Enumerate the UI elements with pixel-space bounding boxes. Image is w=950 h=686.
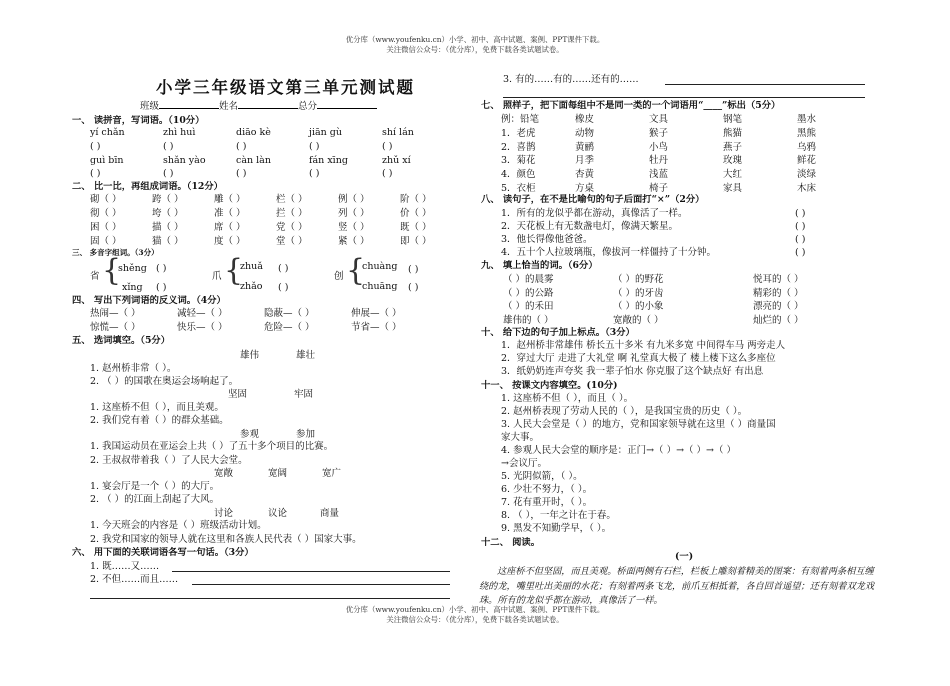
- page-title: 小学三年级语文第三单元测试题: [156, 78, 415, 97]
- word[interactable]: 燕子: [723, 141, 743, 153]
- word-item[interactable]: 栏（ ）: [276, 194, 308, 205]
- pinyin: fán xīng: [309, 155, 348, 166]
- answer-box[interactable]: ( ): [795, 247, 806, 258]
- sentence: 2. （ ）的江面上刮起了大风。: [90, 494, 220, 505]
- word-item[interactable]: 党（ ）: [276, 222, 308, 233]
- brace-icon: {: [102, 253, 122, 288]
- antonym-item[interactable]: 惊慌—（ ）: [90, 322, 141, 333]
- answer-line[interactable]: [503, 97, 865, 98]
- recall-item: →会议厅。: [501, 458, 547, 469]
- word-item[interactable]: 砌（ ）: [90, 194, 122, 205]
- recall-item: 6. 少壮不努力，（ ）。: [501, 484, 593, 495]
- antonym-grid: [90, 309, 438, 333]
- word: 橡皮: [575, 114, 595, 125]
- word-choice: 参观: [240, 429, 260, 440]
- antonym-item[interactable]: 危险—（ ）: [264, 322, 315, 333]
- footer-line-1: 优分库（www.youfenku.cn）小学、初中、高中试题、案例、PPT课件下载。: [345, 605, 605, 614]
- fill-item[interactable]: （ ）的小象: [613, 301, 664, 313]
- polyphone-char: 省: [90, 271, 100, 282]
- word-choice: 雄壮: [296, 350, 316, 361]
- section-11-title: 十一、 按课文内容填空。(10分): [481, 380, 618, 391]
- word-item[interactable]: 垮（ ）: [152, 208, 184, 219]
- connective-item: 2. 不但……而且……: [90, 574, 179, 585]
- answer-box[interactable]: ( ): [90, 141, 101, 152]
- recall-item: 7. 花有重开时，（ ）。: [501, 497, 593, 508]
- antonym-item[interactable]: 减轻—（ ）: [177, 308, 228, 319]
- sentence: 1. 今天班会的内容是（ ）班级活动计划。: [90, 520, 267, 531]
- word-choice: 参加: [296, 429, 316, 440]
- recall-item: 9. 黑发不知勤学早，（ ）。: [501, 523, 612, 534]
- answer-row-1: [90, 142, 455, 152]
- word: 文具: [649, 114, 669, 125]
- name-label: 姓名: [219, 101, 239, 112]
- class-label: 班级: [140, 101, 160, 112]
- recall-item: 1. 这座桥不但（ ），而且（ ）。: [501, 393, 634, 404]
- word[interactable]: 4．颜色: [501, 169, 536, 181]
- recall-item: 2. 赵州桥表现了劳动人民的（ ），是我国宝贵的历史（ ）。: [501, 406, 748, 417]
- section-7-title: 七、 照样子，把下面每组中不是同一类的一个词语用“____”标出（5分）: [481, 100, 781, 111]
- word[interactable]: 木床: [797, 182, 817, 194]
- answer-box[interactable]: ( ): [156, 282, 167, 293]
- word[interactable]: 黑熊: [797, 127, 817, 139]
- section-2-title: 二、 比一比，再组成词语。（12分）: [72, 181, 223, 192]
- word-choice: 宽广: [322, 468, 342, 479]
- section-8-title: 八、 读句子，在不是比喻句的句子后面打“×”（2分）: [481, 194, 705, 205]
- answer-box[interactable]: ( ): [163, 168, 174, 179]
- word[interactable]: 浅蓝: [649, 169, 669, 181]
- word-choice: 坚固: [228, 389, 248, 400]
- fill-item[interactable]: 悦耳的（ ）: [753, 274, 804, 285]
- pinyin: chuàng: [362, 261, 398, 272]
- word[interactable]: 淡绿: [797, 169, 817, 181]
- word[interactable]: 乌鸦: [797, 141, 817, 153]
- word-item[interactable]: 列（ ）: [338, 208, 370, 219]
- brace-icon: {: [346, 253, 366, 288]
- pinyin: xǐng: [122, 282, 143, 293]
- sentence: 1. 宴会厅是一个（ ）的大厅。: [90, 481, 220, 492]
- recall-item: 4. 参观人民大会堂的顺序是：正门→（ ）→（ ）→（ ）: [501, 445, 737, 456]
- word[interactable]: 方桌: [575, 182, 595, 194]
- sentence: 2. 我们党有着（ ）的群众基础。: [90, 415, 229, 426]
- word[interactable]: 动物: [575, 127, 595, 139]
- answer-box[interactable]: ( ): [382, 141, 393, 152]
- answer-box[interactable]: ( ): [382, 168, 393, 179]
- pinyin: zhì huì: [163, 127, 196, 138]
- answer-box[interactable]: ( ): [795, 208, 806, 219]
- classify-grid: [501, 115, 857, 193]
- answer-box[interactable]: ( ): [795, 221, 806, 232]
- connective-item: 3. 有的……有的……还有的……: [503, 74, 639, 85]
- word[interactable]: 黄鹂: [575, 141, 595, 153]
- word[interactable]: 猴子: [649, 127, 669, 139]
- header-line-1: 优分库（www.youfenku.cn）小学、初中、高中试题、案例、PPT课件下载。: [345, 35, 605, 44]
- word[interactable]: 玫瑰: [723, 155, 743, 167]
- compare-grid: [90, 195, 462, 247]
- word-item[interactable]: 准（ ）: [214, 208, 246, 219]
- section-10-title: 十、 给下边的句子加上标点。（3分）: [481, 327, 635, 338]
- word-item[interactable]: 拦（ ）: [276, 208, 308, 219]
- word[interactable]: 熊猫: [723, 127, 743, 139]
- word-item[interactable]: 猫（ ）: [152, 236, 184, 247]
- pinyin: càn làn: [236, 155, 271, 166]
- word-item[interactable]: 例（ ）: [338, 194, 370, 205]
- answer-line[interactable]: [665, 84, 865, 85]
- fill-item[interactable]: 灿烂的（ ）: [753, 315, 804, 327]
- fill-item[interactable]: （ ）的晨雾: [503, 274, 554, 285]
- answer-box[interactable]: ( ): [278, 263, 289, 274]
- polyphone-char: 创: [334, 271, 344, 282]
- section-3-title-text: 三、 多音字组词。（3分）: [72, 248, 159, 257]
- score-label: 总分: [298, 101, 318, 112]
- punctuation-sentence: 3．纸奶奶连声夸奖 我一辈子怕水 你克服了这个缺点好 有出息: [501, 366, 764, 377]
- fill-word-grid: [503, 275, 863, 326]
- word-item[interactable]: 即（ ）: [400, 236, 432, 247]
- sentence: 2. （ ）的国歌在奥运会场响起了。: [90, 376, 239, 387]
- word[interactable]: 椅子: [649, 182, 669, 194]
- word-choice: 议论: [268, 508, 288, 519]
- punctuation-sentence: 1．赵州桥非常雄伟 桥长五十多米 有九米多宽 中间得车马 两旁走人: [501, 340, 786, 351]
- sentence: 2. 我党和国家的领导人就在这里和各族人民代表（ ）国家大事。: [90, 534, 362, 545]
- answer-box[interactable]: ( ): [236, 168, 247, 179]
- simile-sentence: 4．五十个人拉玻璃瓶，像拔河一样僵持了十分钟。: [501, 247, 717, 258]
- section-4-title: 四、 写出下列词语的反义词。（4分）: [72, 295, 226, 306]
- antonym-item[interactable]: 伸展—（ ）: [351, 308, 402, 319]
- word: 墨水: [797, 114, 817, 125]
- word-item[interactable]: 紧（ ）: [338, 236, 370, 247]
- polyphone-char: 爪: [212, 271, 222, 282]
- sentence: 2. 王叔叔带着我（ ）了人民大会堂。: [90, 455, 248, 466]
- word-item[interactable]: 描（ ）: [152, 222, 184, 233]
- word[interactable]: 牡丹: [649, 155, 669, 167]
- pinyin: zhǔ xí: [382, 155, 411, 166]
- fill-item[interactable]: （ ）的牙齿: [613, 287, 664, 299]
- section-9-title: 九、 填上恰当的词。（6分）: [481, 260, 598, 271]
- section-12-title: 十二、 阅读。: [481, 537, 541, 548]
- word[interactable]: 月季: [575, 155, 595, 167]
- word-item[interactable]: 固（ ）: [90, 236, 122, 247]
- pinyin: yí chǎn: [90, 127, 125, 138]
- word[interactable]: 1．老虎: [501, 127, 536, 139]
- pinyin-row-1: [90, 128, 455, 138]
- simile-sentence: 2．天花板上有无数盏电灯，像满天繁星。: [501, 221, 679, 232]
- word[interactable]: 3．菊花: [501, 155, 536, 167]
- pinyin: jiān gù: [309, 127, 342, 138]
- pinyin: zhuǎ: [240, 261, 263, 272]
- answer-box[interactable]: ( ): [408, 282, 419, 293]
- section-1-title: 一、 读拼音，写词语。（10分）: [72, 115, 205, 126]
- pinyin: shěng: [118, 263, 147, 274]
- recall-item: 8. （ ），一年之计在于春。: [501, 510, 616, 521]
- fill-item[interactable]: 精彩的（ ）: [753, 287, 804, 299]
- word-choice: 雄伟: [240, 350, 260, 361]
- word-item[interactable]: 既（ ）: [400, 222, 432, 233]
- passage-subtitle: (一): [675, 551, 694, 562]
- answer-box[interactable]: ( ): [309, 168, 320, 179]
- section-6-title: 六、 用下面的关联词语各写一句话。（3分）: [72, 547, 254, 558]
- word-item[interactable]: 阶（ ）: [400, 194, 432, 205]
- word[interactable]: 杏黄: [575, 169, 595, 181]
- sentence: 1. 赵州桥非常（ ）。: [90, 363, 177, 374]
- word[interactable]: 5．衣柜: [501, 182, 536, 194]
- word-item[interactable]: 价（ ）: [400, 208, 432, 219]
- word-choice: 讨论: [214, 508, 234, 519]
- answer-box[interactable]: ( ): [408, 264, 419, 275]
- connective-item: 1. 既……又……: [90, 561, 160, 572]
- word-item[interactable]: 跨（ ）: [152, 194, 184, 205]
- word-choice: 宽阔: [268, 468, 288, 479]
- word: 钢笔: [723, 114, 743, 125]
- brace-icon: {: [224, 253, 244, 288]
- word-item[interactable]: 困（ ）: [90, 222, 122, 233]
- word[interactable]: 鲜花: [797, 155, 817, 167]
- word-item[interactable]: 堂（ ）: [276, 236, 308, 247]
- answer-box[interactable]: ( ): [236, 141, 247, 152]
- pinyin: shí lán: [382, 127, 414, 138]
- answer-row-2: [90, 169, 455, 179]
- pinyin: shǎn yào: [163, 155, 206, 166]
- antonym-item[interactable]: 隐蔽—（ ）: [264, 308, 315, 319]
- word[interactable]: 2．喜鹊: [501, 141, 536, 153]
- punctuation-sentence: 2．穿过大厅 走进了大礼堂 啊 礼堂真大极了 楼上楼下这么多座位: [501, 353, 776, 364]
- name-blank[interactable]: [238, 108, 298, 109]
- fill-item[interactable]: 雄伟的（ ）: [503, 315, 554, 327]
- recall-item: 3. 人民大会堂是（ ）的地方，党和国家领导就在这里（ ）商量国: [501, 419, 776, 430]
- answer-line[interactable]: [172, 571, 450, 572]
- pinyin: guì bīn: [90, 155, 124, 166]
- word-item[interactable]: 彻（ ）: [90, 208, 122, 219]
- pinyin: zhǎo: [240, 281, 263, 292]
- sentence: 1. 这座桥不但（ ），而且美观。: [90, 402, 224, 413]
- word[interactable]: 家具: [723, 182, 743, 194]
- answer-box[interactable]: ( ): [278, 282, 289, 293]
- fill-item[interactable]: 宽敞的（ ）: [613, 315, 664, 327]
- pinyin: diāo kè: [236, 127, 271, 138]
- recall-item: 5. 光阴似箭，（ ）。: [501, 471, 583, 482]
- answer-box[interactable]: ( ): [795, 234, 806, 245]
- recall-item: 家大事。: [501, 432, 540, 443]
- fill-item[interactable]: 漂亮的（ ）: [753, 301, 804, 313]
- word-item[interactable]: 竖（ ）: [338, 222, 370, 233]
- section-5-title: 五、 选词填空。（5分）: [72, 335, 171, 346]
- word: 例：铅笔: [501, 114, 540, 125]
- answer-box[interactable]: ( ): [163, 141, 174, 152]
- antonym-item[interactable]: 节省—（ ）: [351, 322, 402, 333]
- word[interactable]: 小鸟: [649, 141, 669, 153]
- answer-box[interactable]: ( ): [90, 168, 101, 179]
- score-blank[interactable]: [317, 108, 377, 109]
- word-choice: 商量: [320, 508, 340, 519]
- answer-line[interactable]: [192, 584, 450, 585]
- fill-item[interactable]: （ ）的公路: [503, 287, 554, 299]
- answer-line[interactable]: [90, 598, 450, 599]
- simile-sentence: 1．所有的龙似乎都在游动，真像活了一样。: [501, 208, 688, 219]
- answer-box[interactable]: ( ): [156, 263, 167, 274]
- simile-sentence: 3．他长得像他爸爸。: [501, 234, 593, 245]
- answer-box[interactable]: ( ): [309, 141, 320, 152]
- student-info: [140, 102, 377, 112]
- word[interactable]: 大红: [723, 169, 743, 181]
- word-choice: 牢固: [294, 389, 314, 400]
- antonym-item[interactable]: 快乐—（ ）: [177, 322, 228, 333]
- class-blank[interactable]: [159, 108, 219, 109]
- word-item[interactable]: 雕（ ）: [214, 194, 246, 205]
- reading-passage: 这座桥不但坚固，而且美观。桥面两侧有石栏，栏板上雕刻着精美的图案：有刻着两条相互缠绕的龙，嘴里吐出美丽的水花；有刻着两条飞龙，前爪互相抵着，各自回首遥望；还有刻着双龙戏珠。所有的龙似乎都在游动，真像活了一样。: [479, 566, 875, 606]
- antonym-item[interactable]: 热闹—（ ）: [90, 308, 141, 319]
- sentence: 1. 我国运动员在亚运会上共（ ）了五十多个项目的比赛。: [90, 441, 334, 452]
- pinyin-row-2: [90, 156, 455, 166]
- pinyin: chuāng: [362, 281, 398, 292]
- fill-item[interactable]: （ ）的野花: [613, 274, 664, 285]
- fill-item[interactable]: （ ）的禾田: [503, 301, 554, 313]
- header-line-2: 关注微信公众号：（优分库），免费下载各类试题试卷。: [386, 45, 564, 54]
- footer-line-2: 关注微信公众号：（优分库），免费下载各类试题试卷。: [386, 615, 564, 624]
- word-choice: 宽敞: [214, 468, 234, 479]
- word-item[interactable]: 度（ ）: [214, 236, 246, 247]
- word-item[interactable]: 席（ ）: [214, 222, 246, 233]
